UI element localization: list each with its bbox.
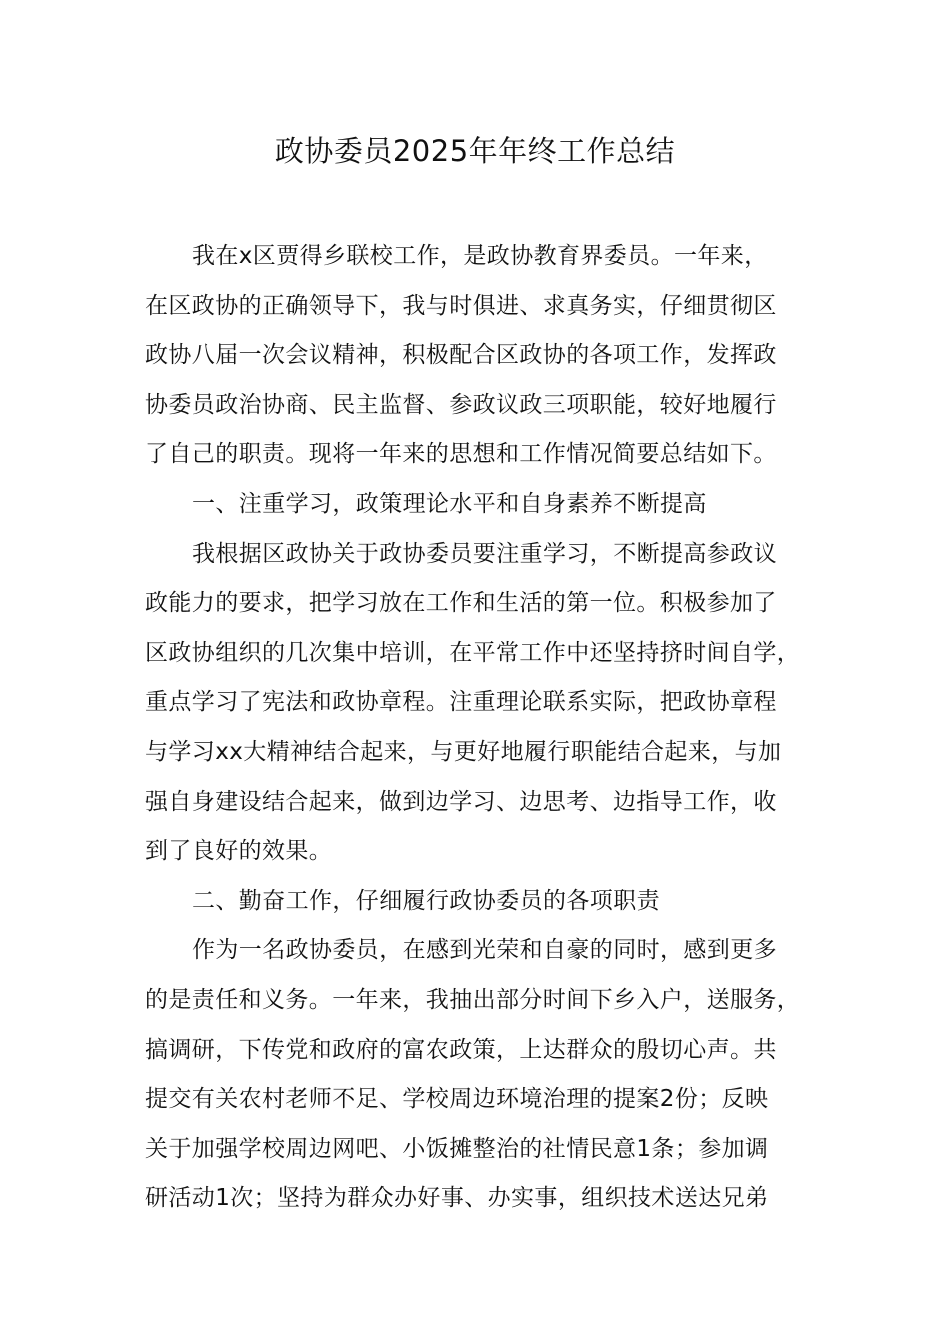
paragraph-line: 区政协组织的几次集中培训，在平常工作中还坚持挤时间自学， (145, 639, 801, 666)
paragraph-line: 与学习xx大精神结合起来，与更好地履行职能结合起来，与加 (145, 738, 782, 765)
paragraph-line: 研活动1次；坚持为群众办好事、办实事，组织技术送达兄弟 (145, 1185, 769, 1212)
paragraph-line: 提交有关农村老师不足、学校周边环境治理的提案2份；反映 (145, 1086, 769, 1113)
document-body (145, 232, 835, 1224)
paragraph-line: 的是责任和义务。一年来，我抽出部分时间下乡入户，送服务， (145, 986, 801, 1013)
paragraph-line: 到了良好的效果。 (145, 838, 333, 865)
paragraph-line: 搞调研，下传党和政府的富农政策，上达群众的殷切心声。共 (145, 1036, 777, 1063)
paragraph-line: 协委员政治协商、民主监督、参政议政三项职能，较好地履行 (145, 391, 777, 418)
paragraph-line: 在区政协的正确领导下，我与时俱进、求真务实，仔细贯彻区 (145, 292, 777, 319)
paragraph-line: 政能力的要求，把学习放在工作和生活的第一位。积极参加了 (145, 590, 777, 617)
paragraph-line: 重点学习了宪法和政协章程。注重理论联系实际，把政协章程 (145, 689, 777, 716)
paragraph-line: 关于加强学校周边网吧、小饭摊整治的社情民意1条；参加调 (145, 1135, 769, 1162)
section-heading-line: 二、勤奋工作，仔细履行政协委员的各项职责 (192, 887, 660, 914)
paragraph-duties (145, 926, 835, 1224)
paragraph-intro (145, 232, 835, 480)
paragraph-line: 我在x区贾得乡联校工作，是政协教育界委员。一年来， (192, 243, 768, 269)
section-heading-2 (145, 877, 835, 927)
paragraph-line: 了自己的职责。现将一年来的思想和工作情况简要总结如下。 (145, 441, 777, 468)
paragraph-line: 作为一名政协委员，在感到光荣和自豪的同时，感到更多 (192, 937, 777, 964)
document-title: 政协委员2025年年终工作总结 (274, 134, 676, 168)
section-heading-line: 一、注重学习，政策理论水平和自身素养不断提高 (192, 490, 707, 517)
paragraph-line: 政协八届一次会议精神，积极配合区政协的各项工作，发挥政 (145, 342, 777, 369)
section-heading-1 (145, 480, 835, 530)
paragraph-study (145, 530, 835, 877)
paragraph-line: 强自身建设结合起来，做到边学习、边思考、边指导工作，收 (145, 788, 777, 815)
paragraph-line: 我根据区政协关于政协委员要注重学习，不断提高参政议 (192, 540, 777, 567)
